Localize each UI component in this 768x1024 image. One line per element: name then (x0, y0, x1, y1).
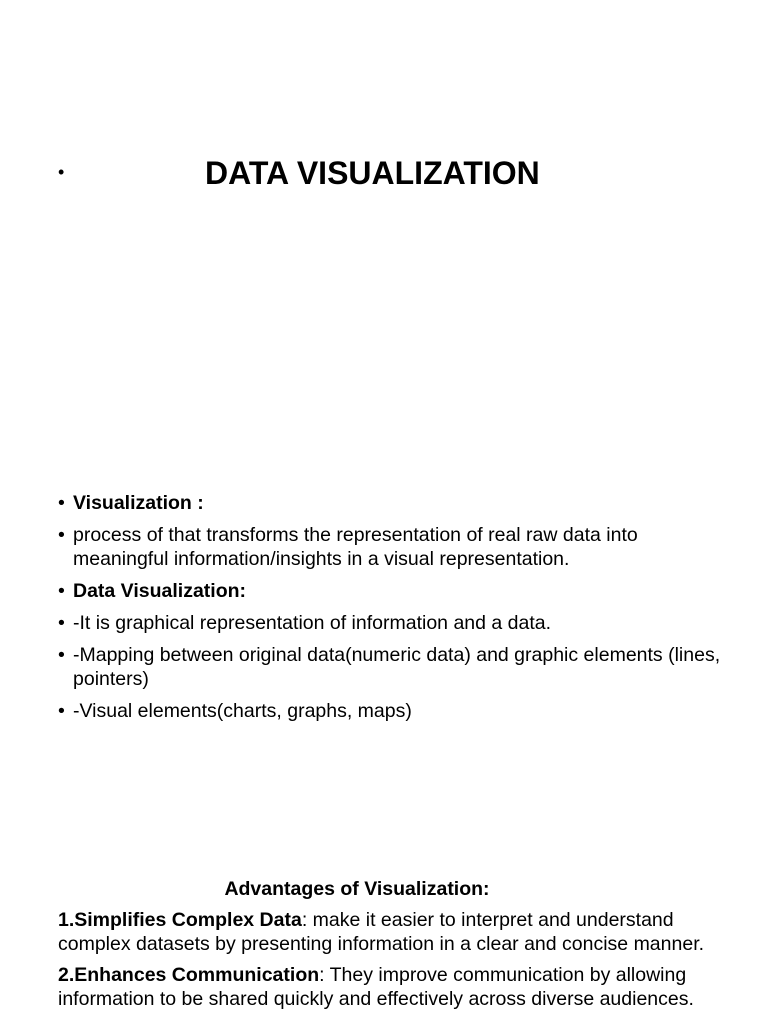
bullet-text: Data Visualization: (73, 580, 247, 602)
bullet-text: -It is graphical representation of information and a data. (73, 612, 552, 634)
advantages-list (58, 908, 718, 1018)
bullet-marker: • (58, 612, 65, 634)
bullet-marker: • (58, 644, 65, 666)
list-item (58, 491, 738, 515)
advantage-text: : make it easier to interpret and understand complex datasets by presenting information in a clear and concise manner. (58, 909, 705, 955)
bullet-text: -Visual elements(charts, graphs, maps) (73, 700, 412, 722)
list-item (58, 699, 738, 723)
advantage-item (58, 963, 718, 1011)
bullet-text: Visualization : (73, 492, 204, 514)
page-title: DATA VISUALIZATION (205, 155, 540, 191)
list-item (58, 579, 738, 603)
advantage-label: 1.Simplifies Complex Data (58, 909, 302, 931)
list-item (58, 643, 738, 691)
advantages-heading: Advantages of Visualization: (224, 878, 490, 900)
bullet-text: process of that transforms the representation of real raw data into meaningful information/insights in a visual representation. (73, 524, 638, 570)
bullet-marker: • (58, 492, 65, 514)
list-item (58, 523, 738, 571)
bullet-marker: • (58, 580, 65, 602)
title-bullet: • (58, 162, 65, 182)
bullet-marker: • (58, 700, 65, 722)
advantage-label: 2.Enhances Communication (58, 964, 320, 986)
bullet-marker: • (58, 524, 65, 546)
title-row (0, 150, 768, 196)
advantage-item (58, 908, 718, 956)
bullet-list (58, 491, 738, 731)
list-item (58, 611, 738, 635)
advantage-text: : They improve communication by allowing information to be shared quickly and effectively across diverse audiences. (58, 964, 694, 1010)
bullet-text: -Mapping between original data(numeric data) and graphic elements (lines, pointers) (73, 644, 721, 690)
